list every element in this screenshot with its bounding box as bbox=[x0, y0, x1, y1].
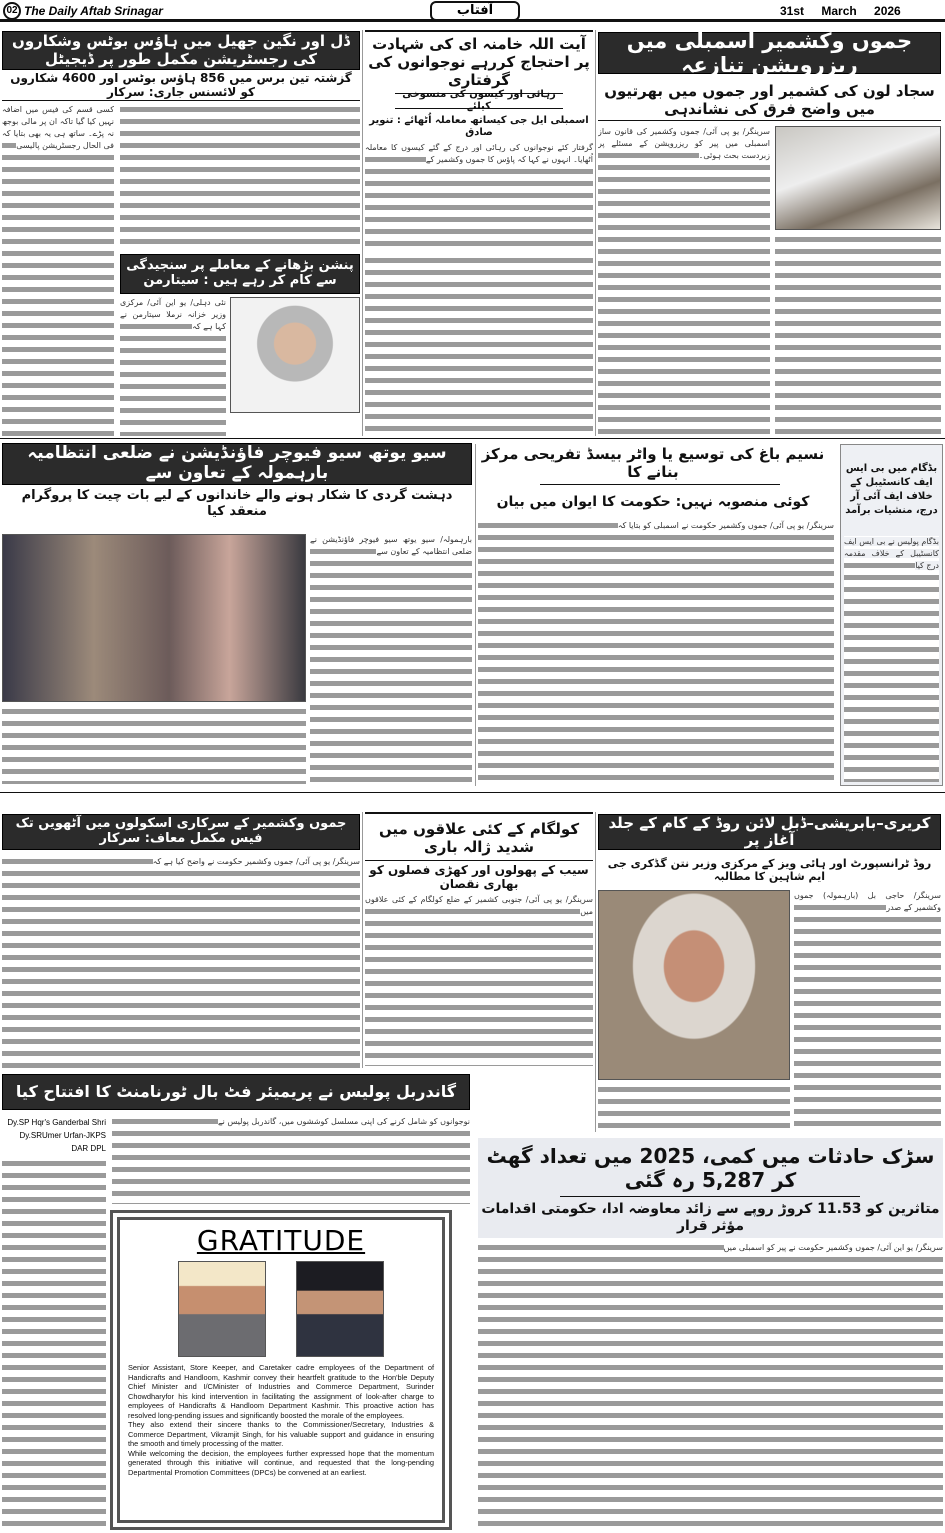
subhead-khamenei: رہائی اور کیسوں کی منسوخی کیلئے bbox=[395, 93, 563, 109]
headline-houseboats: ڈل اور نگین جھیل میں ہاؤس بوٹس وشکاروں کی رجسٹریشن مکمل طور پر ڈیجیٹل bbox=[2, 31, 360, 70]
sitharaman-photo bbox=[230, 297, 360, 413]
byline-khamenei: اسمبلی ایل جی کیساتھ معاملہ اُٹھائے : تنویر صادق bbox=[369, 115, 589, 138]
headline-ganderbal: گاندربل پولیس نے پریمیئر فٹ بال ٹورنامنٹ کا افتتاح کیا bbox=[2, 1074, 470, 1110]
ad-title: GRATITUDE bbox=[196, 1224, 366, 1257]
baramulla-event-photo bbox=[2, 534, 306, 702]
headline-schools: جموں وکشمیر کے سرکاری اسکولوں میں آٹھویں تک فیس مکمل معاف: سرکار bbox=[2, 814, 360, 850]
sajad-lone-photo bbox=[775, 126, 941, 230]
issue-date: 31st March 2026 bbox=[780, 4, 901, 18]
subhead-nasimbagh: کوئی منصوبہ نہیں: حکومت کا ایوان میں بیان bbox=[496, 493, 810, 510]
ad-paragraph: Senior Assistant, Store Keeper, and Caretaker cadre employees of the Department of Handicrafts and Handloom, Kashmir convey their heartfelt gratitude to the Hon'ble Deputy Chief Minister and I/CMinister of Industries and Commerce Department, Surinder Chowdharyfor his kind intervention in facilitating the assignment of look-after charge to employees of Handicrafts & Handloom Department Kashmir. This proactive action has resolved long-pending issues and significantly boosted the morale of the employees. bbox=[128, 1363, 434, 1420]
article-body-khamenei-2 bbox=[365, 255, 593, 436]
ad-paragraph: While welcoming the decision, the employees further expressed hope that the momentum generated through this initiative will continue, and requested that the long-pending Departmental Promotion Committees (DPCs) be convened at an earliest. bbox=[128, 1448, 434, 1477]
commissioner-photo bbox=[296, 1261, 384, 1357]
headline-baramulla: سیو یوتھ سیو فیوچر فاؤنڈیشن نے ضلعی انتظامیہ بارہمولہ کے تعاون سے bbox=[2, 443, 472, 485]
article-body-baramulla-2 bbox=[2, 706, 306, 784]
headline-assembly: جموں وکشمیر اسمبلی میں ریزرویشن تنازعہ bbox=[598, 32, 941, 74]
article-body-ganderbal-left bbox=[2, 1158, 106, 1530]
page-number: 02 bbox=[3, 2, 21, 20]
article-body-bsf: بڈگام پولیس نے بی ایس ایف کانسٹیبل کے خلاف مقدمہ درج کیا bbox=[844, 536, 939, 782]
subhead-assembly: سجاد لون کی کشمیر اور جموں میں بھرتیوں میں واضح فرق کی نشاندہی bbox=[604, 82, 935, 118]
subhead-accidents: متاثرین کو 11.53 کروڑ روپے سے زائد معاوضہ ادا، حکومتی اقدامات مؤثر قرار bbox=[481, 1201, 940, 1234]
official-3: DAR DPL bbox=[71, 1144, 106, 1153]
headline-kulgam: کولگام کے کئی علاقوں میں شدید ژالہ باری bbox=[378, 820, 580, 856]
headline-pension: پنشن بڑھانے کے معاملے پر سنجیدگی سے کام کر رہے ہیں : سیتارمن bbox=[120, 254, 360, 294]
gratitude-advertisement bbox=[110, 1210, 452, 1530]
subhead-kulgam: سیب کے پھولوں اور کھڑی فصلوں کو بھاری نقصان bbox=[369, 862, 589, 891]
subhead-road: روڈ ٹرانسپورٹ اور ہائی ویز کے مرکزی وزیر نتن گڈکری جی ایم شاہین کا مطالبہ bbox=[607, 856, 932, 883]
newspaper-logo: آفتاب bbox=[430, 1, 520, 21]
ganderbal-officials bbox=[2, 1116, 106, 1155]
article-body-houseboats-2 bbox=[120, 104, 360, 250]
subhead-houseboats: گزشتہ تین برس میں 856 ہاؤس بوٹس اور 4600 شکاروں کو لائسنس جاری: سرکار bbox=[10, 70, 352, 99]
article-body-khamenei: گرفتار کئے نوجوانوں کی رہائی اور درج کے گئے کیسوں کا معاملہ اُٹھایا۔ انہوں نے کہا کہ پاؤس کا جموں وکشمیر کے bbox=[365, 142, 593, 252]
headline-nasimbagh: نسیم باغ کی توسیع یا واٹر بیسڈ تفریحی مرکز بنانے کا bbox=[481, 445, 825, 481]
article-body-ganderbal: نوجوانوں کو شامل کرنے کی اپنی مسلسل کوششوں میں، گاندربل پولیس نے bbox=[112, 1116, 470, 1204]
ad-paragraph: They also extend their sincere thanks to the Commissioner/Secretary, Industries & Commerce Department, Vikramjit Singh, for his valuable support and guidance in ensuring the smooth and timely processing of the matter. bbox=[128, 1420, 434, 1448]
article-body-accidents: سرینگر/ یو این آئی/ جموں وکشمیر حکومت نے پیر کو اسمبلی میں bbox=[478, 1242, 943, 1530]
headline-accidents: سڑک حادثات میں کمی، 2025 میں تعداد گھٹ کر 5,287 رہ گئی bbox=[486, 1143, 935, 1192]
official-1: Dy.SP Hqr's Ganderbal Shri bbox=[7, 1118, 106, 1127]
article-body-nasimbagh: سرینگر/ یو پی آئی/ جموں وکشمیر حکومت نے اسمبلی کو بتایا کہ bbox=[478, 520, 834, 784]
subhead-baramulla: دہشت گردی کا شکار ہونے والے خاندانوں کے لیے بات چیت کا پروگرام منعقد کیا bbox=[21, 488, 453, 519]
paper-name: The Daily Aftab Srinagar bbox=[24, 4, 163, 18]
headline-bsf: بڈگام میں بی ایس ایف کانسٹیبل کے خلاف ایف آئی آر درج، منشیات برآمد bbox=[845, 463, 938, 516]
gm-shaheen-photo bbox=[598, 890, 790, 1080]
article-body-pension: نئی دہلی/ یو این آئی/ مرکزی وزیر خزانہ نرملا سیتارمن نے کہا ہے کہ bbox=[120, 297, 226, 436]
article-body-assembly-2 bbox=[775, 234, 941, 436]
official-2: Dy.SRUmer Urfan-JKPS bbox=[19, 1131, 106, 1140]
headline-khamenei: آیت اللہ خامنہ ای کی شہادت پر احتجاج کررہے نوجوانوں کی گرفتاری bbox=[368, 34, 590, 89]
article-body-schools: سرینگر/ یو پی آئی/ جموں وکشمیر حکومت نے واضح کیا ہے کہ bbox=[2, 856, 360, 1068]
article-body-road-2 bbox=[598, 1084, 790, 1130]
deputy-cm-photo bbox=[178, 1261, 266, 1357]
article-body-houseboats: کسی قسم کی فیس میں اضافہ نہیں کیا گیا تاکہ ان پر مالی بوجھ نہ پڑے۔ ساتھ ہی یہ بھی بتایا کہ فی الحال رجسٹریشن پالیسی bbox=[2, 104, 114, 436]
article-body-road: سرینگر/ حاجی بل (بارہمولہ) جموں وکشمیر کے صدر bbox=[794, 890, 941, 1130]
headline-road: کریری–بابریشی–ڈبل لائن روڈ کے کام کے جلد آغاز پر bbox=[598, 814, 941, 850]
article-body-baramulla: بارہمولہ/ سیو یوتھ سیو فیوچر فاؤنڈیشن نے ضلعی انتظامیہ کے تعاون سے bbox=[310, 534, 472, 784]
article-body-kulgam: سرینگر/ یو پی آئی/ جنوبی کشمیر کے ضلع کولگام کے کئی علاقوں میں bbox=[365, 894, 593, 1066]
article-body-assembly: سرینگر/ یو پی آئی/ جموں وکشمیر کی قانون ساز اسمبلی میں پیر کو ریزرویشن کے مسئلے پر زبردست بحث ہوئی۔ bbox=[598, 126, 770, 436]
